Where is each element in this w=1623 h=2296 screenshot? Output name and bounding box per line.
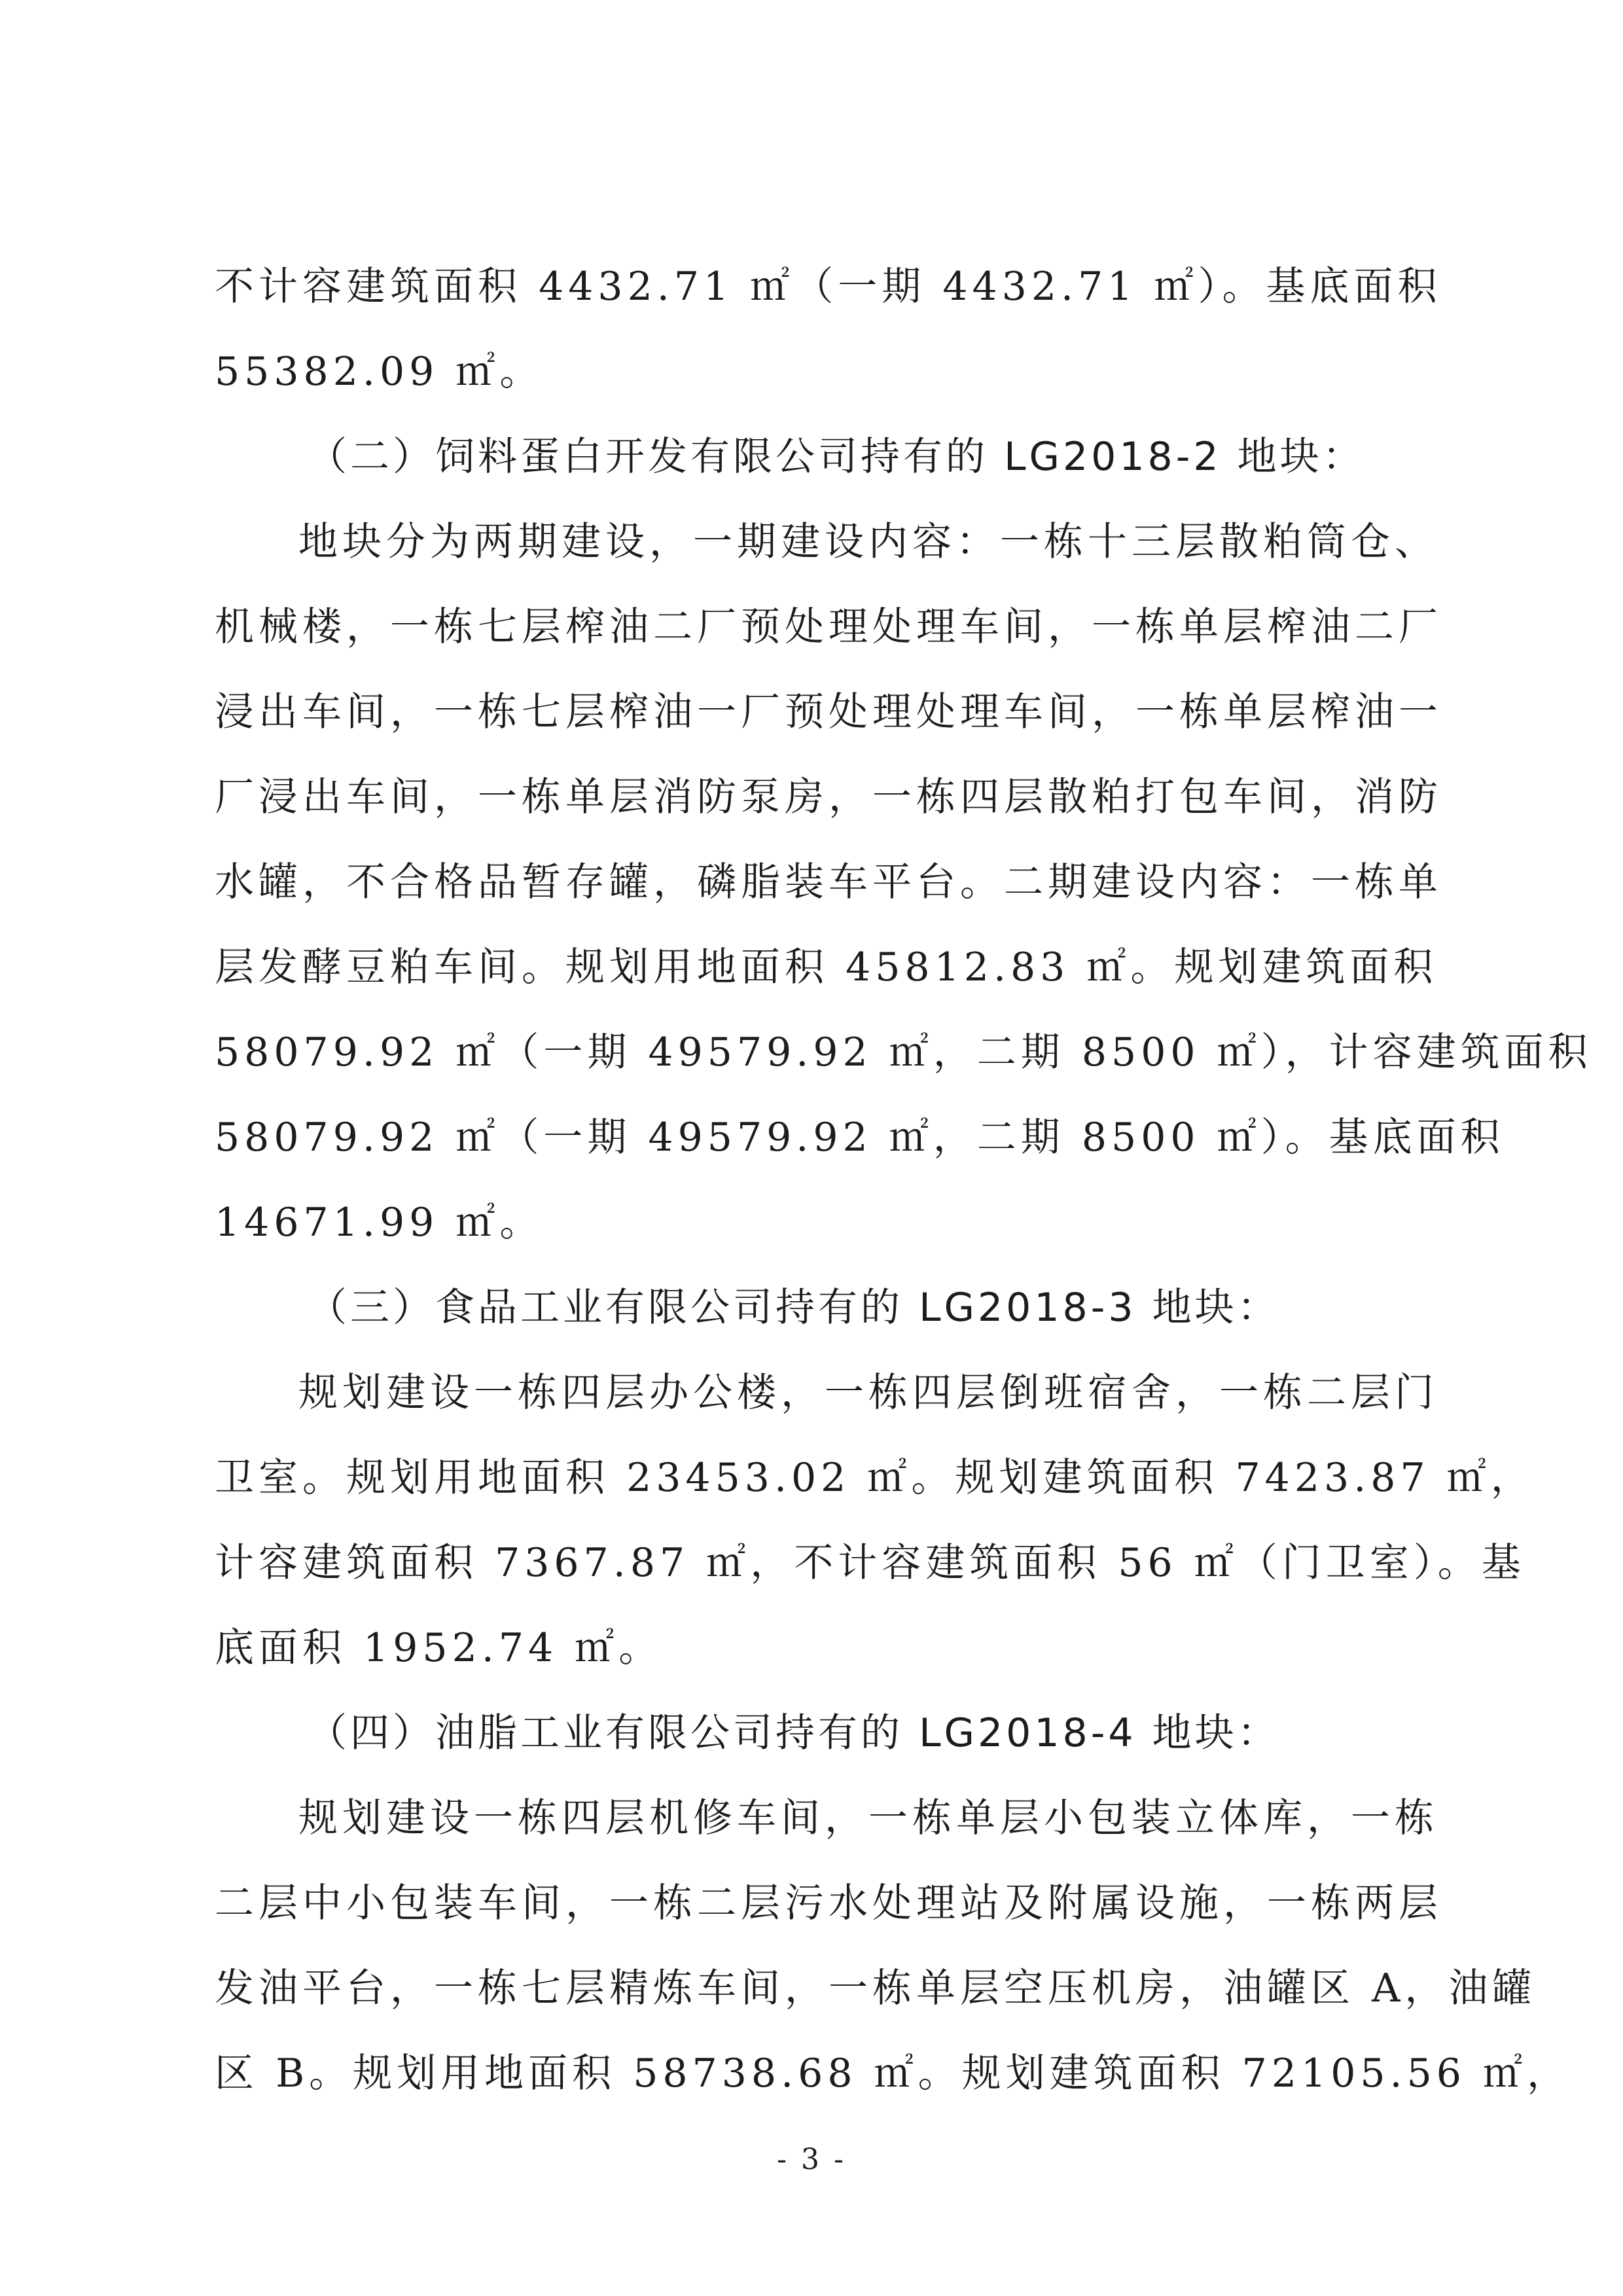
body-line: 二层中小包装车间，一栋二层污水处理站及附属设施，一栋两层 <box>215 1880 1442 1926</box>
body-line: 58079.92 ㎡（一期 49579.92 ㎡，二期 8500 ㎡），计容建筑面积 <box>215 1030 1592 1075</box>
section-heading-2: （二）饲料蛋白开发有限公司持有的 LG2018-2 地块： <box>308 434 1365 480</box>
body-line: 14671.99 ㎡。 <box>215 1200 544 1246</box>
body-line: 厂浸出车间，一栋单层消防泵房，一栋四层散粕打包车间，消防 <box>215 774 1442 820</box>
body-line: 地块分为两期建设，一期建设内容：一栋十三层散粕筒仓、 <box>298 519 1438 565</box>
body-line: 机械楼，一栋七层榨油二厂预处理处理车间，一栋单层榨油二厂 <box>215 604 1442 650</box>
body-line: 发油平台，一栋七层精炼车间，一栋单层空压机房，油罐区 A，油罐 <box>215 1965 1537 2011</box>
body-line: 水罐，不合格品暂存罐，磷脂装车平台。二期建设内容：一栋单 <box>215 859 1442 905</box>
section-heading-3: （三）食品工业有限公司持有的 LG2018-3 地块： <box>308 1285 1280 1331</box>
body-line: 不计容建筑面积 4432.71 ㎡（一期 4432.71 ㎡）。基底面积 <box>215 264 1442 310</box>
body-line: 区 B。规划用地面积 58738.68 ㎡。规划建筑面积 72105.56 ㎡， <box>215 2051 1571 2096</box>
page-number: - 3 - <box>777 2143 846 2176</box>
body-line: 规划建设一栋四层办公楼，一栋四层倒班宿舍，一栋二层门 <box>298 1370 1438 1416</box>
body-line: 58079.92 ㎡（一期 49579.92 ㎡，二期 8500 ㎡）。基底面积 <box>215 1115 1505 1160</box>
body-line: 计容建筑面积 7367.87 ㎡，不计容建筑面积 56 ㎡（门卫室）。基 <box>215 1540 1525 1586</box>
section-heading-4: （四）油脂工业有限公司持有的 LG2018-4 地块： <box>308 1710 1280 1756</box>
body-line: 55382.09 ㎡。 <box>215 349 544 395</box>
body-line: 层发酵豆粕车间。规划用地面积 45812.83 ㎡。规划建筑面积 <box>215 944 1438 990</box>
body-line: 卫室。规划用地面积 23453.02 ㎡。规划建筑面积 7423.87 ㎡， <box>215 1455 1535 1501</box>
body-line: 浸出车间，一栋七层榨油一厂预处理处理车间，一栋单层榨油一 <box>215 689 1442 735</box>
body-line: 底面积 1952.74 ㎡。 <box>215 1625 663 1671</box>
body-line: 规划建设一栋四层机修车间，一栋单层小包装立体库，一栋 <box>298 1795 1438 1841</box>
